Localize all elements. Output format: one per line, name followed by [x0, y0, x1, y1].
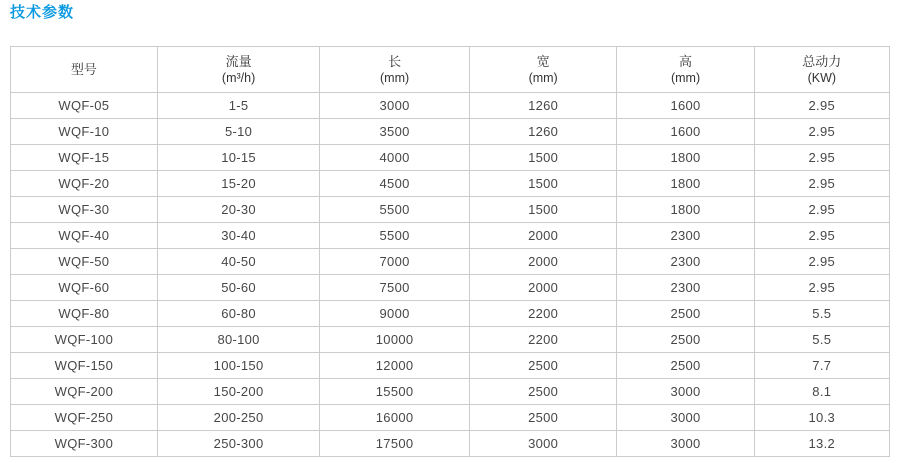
value-cell: 50-60	[157, 275, 320, 301]
value-cell: 1500	[469, 171, 617, 197]
column-header-unit: (KW)	[807, 70, 837, 85]
spec-table	[10, 46, 890, 457]
column-header	[469, 47, 617, 93]
table-row	[11, 327, 890, 353]
value-cell: 2500	[469, 353, 617, 379]
value-cell: 1800	[617, 171, 754, 197]
value-cell: 2000	[469, 275, 617, 301]
value-cell: 2.95	[754, 223, 889, 249]
value-cell: 15-20	[157, 171, 320, 197]
value-cell: 2300	[617, 249, 754, 275]
column-header-label: 总动力	[802, 53, 842, 69]
table-row	[11, 223, 890, 249]
column-header-label: 型号	[70, 62, 97, 77]
model-cell: WQF-30	[11, 197, 158, 223]
value-cell: 8.1	[754, 379, 889, 405]
model-cell: WQF-60	[11, 275, 158, 301]
value-cell: 30-40	[157, 223, 320, 249]
value-cell: 3000	[469, 431, 617, 457]
table-row	[11, 379, 890, 405]
value-cell: 2.95	[754, 275, 889, 301]
value-cell: 2500	[617, 353, 754, 379]
value-cell: 80-100	[157, 327, 320, 353]
value-cell: 4000	[320, 145, 469, 171]
column-header-label: 长	[388, 53, 402, 69]
table-row	[11, 301, 890, 327]
model-cell: WQF-05	[11, 93, 158, 119]
value-cell: 20-30	[157, 197, 320, 223]
value-cell: 40-50	[157, 249, 320, 275]
value-cell: 1260	[469, 93, 617, 119]
value-cell: 2500	[469, 405, 617, 431]
table-row	[11, 405, 890, 431]
model-cell: WQF-300	[11, 431, 158, 457]
value-cell: 3000	[617, 405, 754, 431]
table-row	[11, 197, 890, 223]
model-cell: WQF-10	[11, 119, 158, 145]
value-cell: 100-150	[157, 353, 320, 379]
value-cell: 3000	[320, 93, 469, 119]
column-header-unit: (m³/h)	[221, 70, 256, 85]
column-header	[754, 47, 889, 93]
model-cell: WQF-200	[11, 379, 158, 405]
value-cell: 10000	[320, 327, 469, 353]
page-title: 技术参数	[10, 4, 75, 21]
value-cell: 15500	[320, 379, 469, 405]
header-row	[11, 47, 890, 93]
model-cell: WQF-150	[11, 353, 158, 379]
column-header	[11, 47, 158, 93]
value-cell: 1800	[617, 197, 754, 223]
value-cell: 7.7	[754, 353, 889, 379]
value-cell: 2.95	[754, 119, 889, 145]
value-cell: 3500	[320, 119, 469, 145]
value-cell: 12000	[320, 353, 469, 379]
value-cell: 1-5	[157, 93, 320, 119]
value-cell: 10-15	[157, 145, 320, 171]
value-cell: 17500	[320, 431, 469, 457]
value-cell: 2500	[617, 327, 754, 353]
table-row	[11, 249, 890, 275]
value-cell: 13.2	[754, 431, 889, 457]
column-header	[320, 47, 469, 93]
value-cell: 1600	[617, 93, 754, 119]
value-cell: 5-10	[157, 119, 320, 145]
value-cell: 3000	[617, 431, 754, 457]
table-body	[11, 93, 890, 457]
value-cell: 9000	[320, 301, 469, 327]
value-cell: 2.95	[754, 145, 889, 171]
column-header-unit: (mm)	[528, 70, 558, 85]
value-cell: 1600	[617, 119, 754, 145]
model-cell: WQF-40	[11, 223, 158, 249]
model-cell: WQF-250	[11, 405, 158, 431]
value-cell: 3000	[617, 379, 754, 405]
model-cell: WQF-100	[11, 327, 158, 353]
value-cell: 2.95	[754, 171, 889, 197]
value-cell: 150-200	[157, 379, 320, 405]
column-header-unit: (mm)	[380, 70, 410, 85]
value-cell: 1800	[617, 145, 754, 171]
value-cell: 2200	[469, 301, 617, 327]
value-cell: 2000	[469, 249, 617, 275]
model-cell: WQF-50	[11, 249, 158, 275]
value-cell: 7000	[320, 249, 469, 275]
value-cell: 5.5	[754, 301, 889, 327]
value-cell: 10.3	[754, 405, 889, 431]
value-cell: 5.5	[754, 327, 889, 353]
value-cell: 2300	[617, 223, 754, 249]
value-cell: 2300	[617, 275, 754, 301]
value-cell: 60-80	[157, 301, 320, 327]
value-cell: 16000	[320, 405, 469, 431]
column-header-label: 宽	[536, 53, 550, 69]
model-cell: WQF-15	[11, 145, 158, 171]
table-row	[11, 145, 890, 171]
value-cell: 5500	[320, 223, 469, 249]
model-cell: WQF-20	[11, 171, 158, 197]
value-cell: 2500	[617, 301, 754, 327]
table-row	[11, 275, 890, 301]
value-cell: 1500	[469, 197, 617, 223]
value-cell: 250-300	[157, 431, 320, 457]
table-row	[11, 119, 890, 145]
model-cell: WQF-80	[11, 301, 158, 327]
spec-table-container	[10, 46, 890, 457]
column-header-unit: (mm)	[670, 70, 701, 85]
value-cell: 2200	[469, 327, 617, 353]
value-cell: 2.95	[754, 93, 889, 119]
column-header-label: 流量	[225, 53, 252, 69]
value-cell: 4500	[320, 171, 469, 197]
value-cell: 5500	[320, 197, 469, 223]
table-row	[11, 171, 890, 197]
value-cell: 2.95	[754, 249, 889, 275]
value-cell: 1260	[469, 119, 617, 145]
column-header	[157, 47, 320, 93]
column-header-label: 高	[679, 53, 693, 69]
value-cell: 2.95	[754, 197, 889, 223]
value-cell: 2500	[469, 379, 617, 405]
table-row	[11, 353, 890, 379]
value-cell: 2000	[469, 223, 617, 249]
value-cell: 200-250	[157, 405, 320, 431]
table-row	[11, 93, 890, 119]
table-row	[11, 431, 890, 457]
value-cell: 7500	[320, 275, 469, 301]
column-header	[617, 47, 754, 93]
value-cell: 1500	[469, 145, 617, 171]
